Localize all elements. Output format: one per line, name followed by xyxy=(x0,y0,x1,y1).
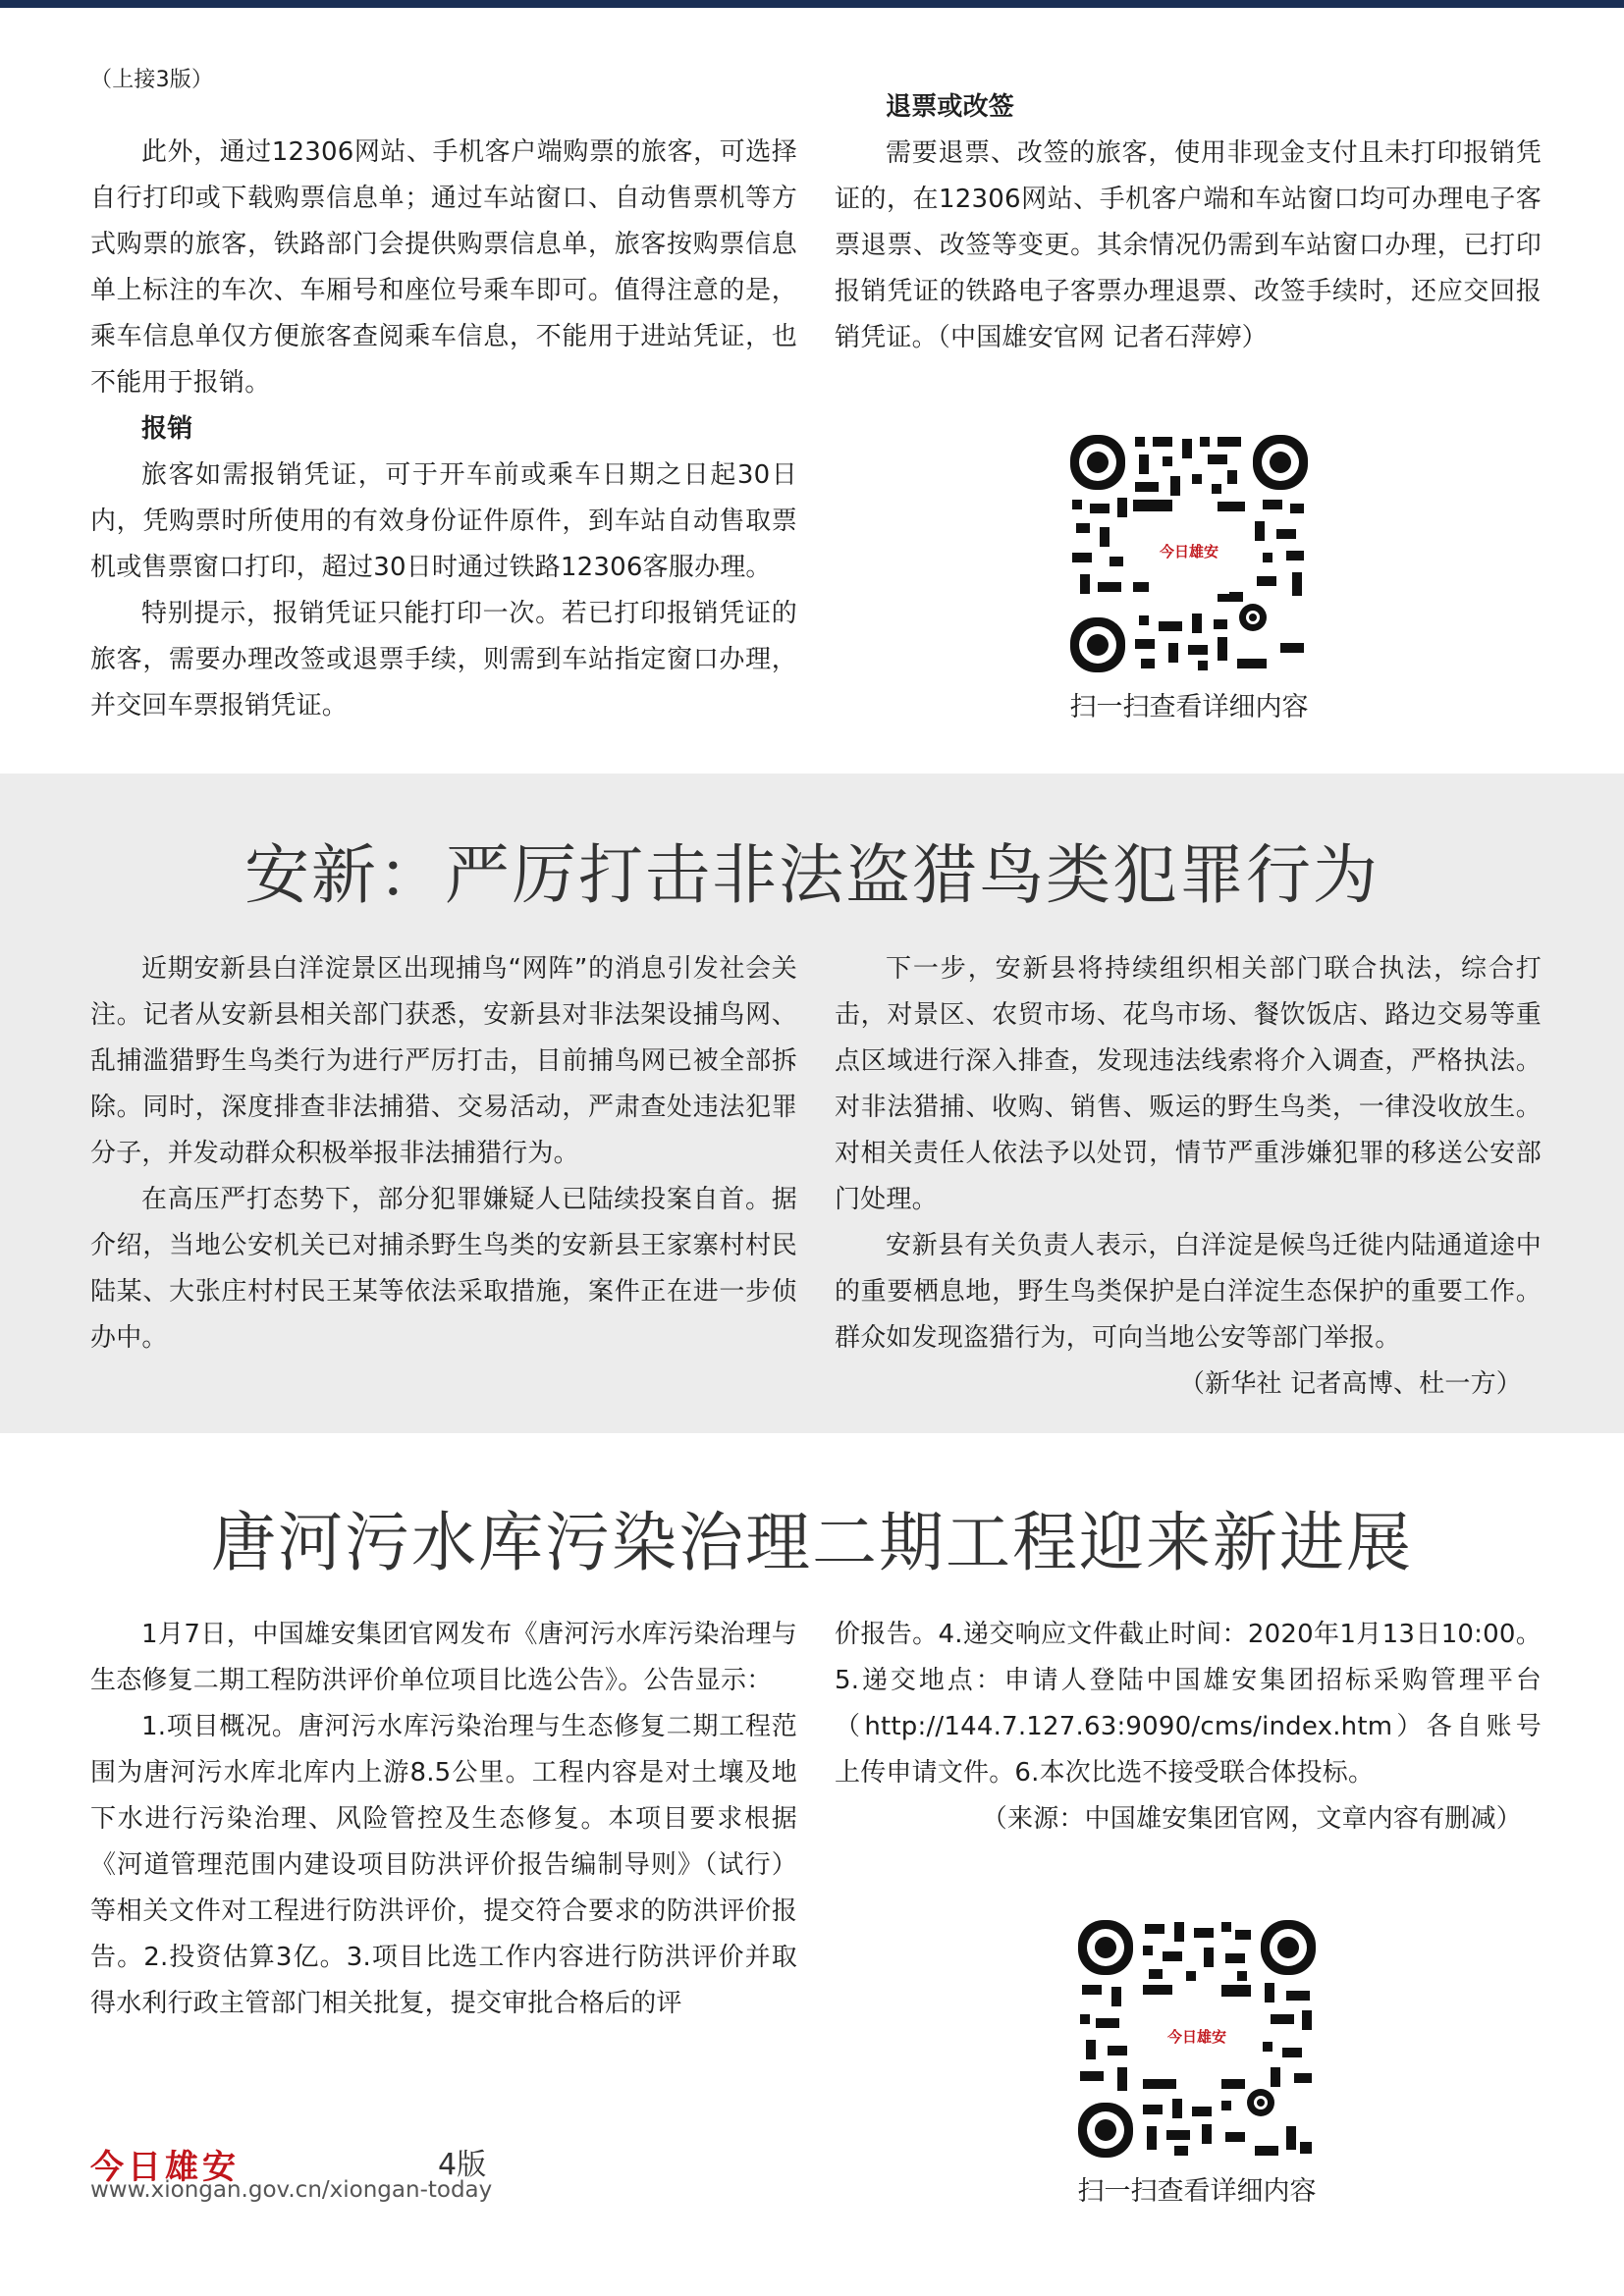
baoxiao-subheading: 报销 xyxy=(141,414,193,444)
top-bar xyxy=(0,0,1624,8)
article2-headline: 安新：严厉打击非法盗猎鸟类犯罪行为 xyxy=(244,837,1380,913)
footer-url[interactable]: www.xiongan.gov.cn/xiongan-today xyxy=(90,2177,493,2203)
article1-left-column xyxy=(90,130,797,729)
article2-credit: （新华社 记者高博、杜一方） xyxy=(1178,1369,1522,1399)
article2-paragraph: 在高压严打态势下，部分犯罪嫌疑人已陆续投案自首。据介绍，当地公安机关已对捕杀野生鸟类的安新县王家寨村村民陆某、大张庄村村民王某等依法采取措施，案件正在进一步侦办中。 xyxy=(90,1185,797,1353)
qr-caption-1: 扫一扫查看详细内容 xyxy=(1069,692,1309,722)
article2-paragraph: 安新县有关负责人表示，白洋淀是候鸟迁徙内陆通道途中的重要栖息地，野生鸟类保护是白洋淀生态保护的重要工作。群众如发现盗猎行为，可向当地公安等部门举报。 xyxy=(835,1231,1542,1353)
qr-caption-2: 扫一扫查看详细内容 xyxy=(1077,2176,1317,2207)
article2-paragraph: 下一步，安新县将持续组织相关部门联合执法，综合打击，对景区、农贸市场、花鸟市场、餐饮饭店、路边交易等重点区域进行深入排查，发现违法线索将介入调查，严格执法。对非法猎捕、收购、销售、贩运的野生鸟类，一律没收放生。对相关责任人依法予以处罚，情节严重涉嫌犯罪的移送公安部门处理。 xyxy=(835,954,1542,1214)
article3-paragraph: 价报告。4.递交响应文件截止时间：2020年1月13日10:00。5.递交地点：申请人登陆中国雄安集团招标采购管理平台（http://144.7.127.63:9090/cms/index.htm）各自账号上传申请文件。6.本次比选不接受联合体投标。 xyxy=(835,1620,1542,1788)
article2-right-column xyxy=(835,946,1542,1408)
article1-paragraph: 旅客如需报销凭证，可于开车前或乘车日期之日起30日内，凭购票时所使用的有效身份证件原件，到车站自动售取票机或售票窗口打印，超过30日时通过铁路12306客服办理。 xyxy=(90,460,797,582)
article3-paragraph: 1月7日，中国雄安集团官网发布《唐河污水库污染治理与生态修复二期工程防洪评价单位项目比选公告》。公告显示： xyxy=(90,1620,797,1695)
qr-code-1[interactable] xyxy=(1070,435,1308,672)
article2-paragraph: 近期安新县白洋淀景区出现捕鸟“网阵”的消息引发社会关注。记者从安新县相关部门获悉，安新县对非法架设捕鸟网、乱捕滥猎野生鸟类行为进行严厉打击，目前捕鸟网已被全部拆除。同时，深度排查非法捕猎、交易活动，严肃查处违法犯罪分子，并发动群众积极举报非法捕猎行为。 xyxy=(90,954,797,1168)
tuipiao-subheading: 退票或改签 xyxy=(886,92,1015,122)
article1-paragraph: 此外，通过12306网站、手机客户端购票的旅客，可选择自行打印或下载购票信息单；通过车站窗口、自动售票机等方式购票的旅客，铁路部门会提供购票信息单，旅客按购票信息单上标注的车次、车厢号和座位号乘车即可。值得注意的是，乘车信息单仅方便旅客查阅乘车信息，不能用于进站凭证，也不能用于报销。 xyxy=(90,137,797,398)
continued-note: （上接3版） xyxy=(90,68,214,92)
article1-paragraph: 需要退票、改签的旅客，使用非现金支付且未打印报销凭证的，在12306网站、手机客户端和车站窗口均可办理电子客票退票、改签等变更。其余情况仍需到车站窗口办理，已打印报销凭证的铁路电子客票办理退票、改签手续时，还应交回报销凭证。（中国雄安官网 记者石萍婷） xyxy=(835,138,1542,352)
article3-right-column xyxy=(835,1612,1542,1842)
article2-left-column xyxy=(90,946,797,1362)
footer-logo: 今日雄安 xyxy=(90,2148,240,2187)
article3-headline: 唐河污水库污染治理二期工程迎来新进展 xyxy=(211,1505,1413,1580)
article3-credit: （来源：中国雄安集团官网，文章内容有删减） xyxy=(981,1804,1522,1834)
page-number: 4版 xyxy=(438,2148,487,2182)
qr-logo-text: 今日雄安 xyxy=(1159,543,1218,561)
article1-right-column xyxy=(835,84,1542,361)
qr-logo-text: 今日雄安 xyxy=(1166,2028,1226,2046)
qr-code-2[interactable] xyxy=(1078,1920,1316,2158)
article3-paragraph: 1.项目概况。唐河污水库污染治理与生态修复二期工程范围为唐河污水库北库内上游8.5公里。工程内容是对土壤及地下水进行污染治理、风险管控及生态修复。本项目要求根据《河道管理范围内建设项目防洪评价报告编制导则》（试行）等相关文件对工程进行防洪评价，提交符合要求的防洪评价报告。2.投资估算3亿。3.项目比选工作内容进行防洪评价并取得水利行政主管部门相关批复，提交审批合格后的评 xyxy=(90,1712,797,2018)
article1-paragraph: 特别提示，报销凭证只能打印一次。若已打印报销凭证的旅客，需要办理改签或退票手续，则需到车站指定窗口办理，并交回车票报销凭证。 xyxy=(90,599,797,721)
article3-left-column xyxy=(90,1612,797,2027)
